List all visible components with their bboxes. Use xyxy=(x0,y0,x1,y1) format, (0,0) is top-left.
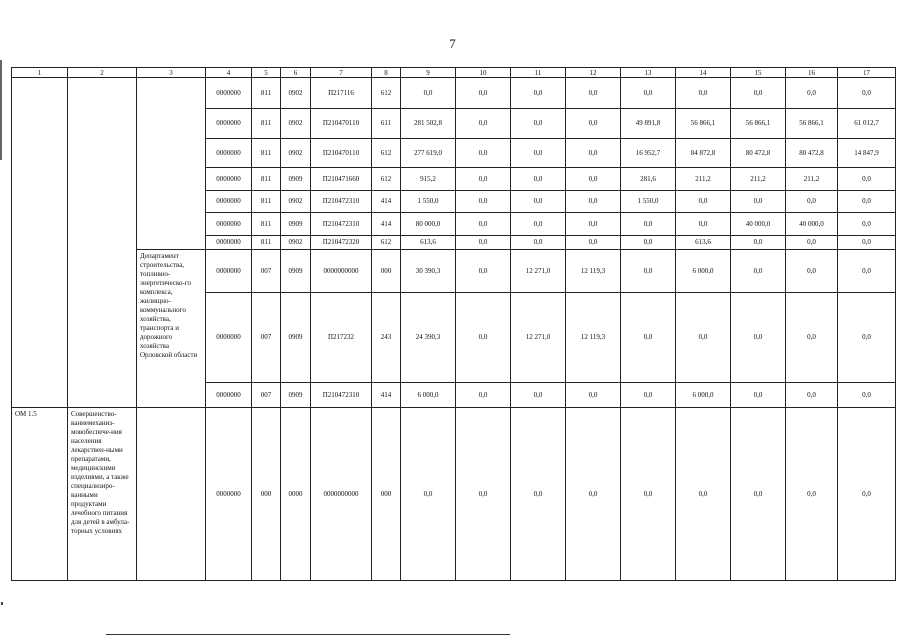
table-cell-col12: 0,0 xyxy=(566,138,621,168)
table-cell-col11: 0,0 xyxy=(511,408,566,581)
table-cell-col10: 0,0 xyxy=(456,78,511,109)
table-cell-col7: 0000000000 xyxy=(311,249,372,292)
table-cell-col8: 611 xyxy=(372,108,401,138)
table-cell-col13: 0,0 xyxy=(621,235,676,249)
table-cell-col14: 56 866,1 xyxy=(676,108,731,138)
column-header-5: 5 xyxy=(252,68,281,78)
table-cell-col6: 0909 xyxy=(281,382,311,408)
column-header-2: 2 xyxy=(68,68,137,78)
column-header-6: 6 xyxy=(281,68,311,78)
table-row xyxy=(12,249,896,292)
table-cell-col9: 80 000,0 xyxy=(401,213,456,235)
table-cell-col15: 0,0 xyxy=(731,249,786,292)
table-cell-col6: 0909 xyxy=(281,168,311,190)
table-cell-col6: 0902 xyxy=(281,235,311,249)
table-cell-col14: 0,0 xyxy=(676,408,731,581)
table-cell-col11: 12 271,0 xyxy=(511,292,566,382)
table-cell-col13: 0,0 xyxy=(621,292,676,382)
table-cell-col8: 243 xyxy=(372,292,401,382)
table-cell-col5: 811 xyxy=(252,78,281,109)
table-cell-col5: 811 xyxy=(252,190,281,212)
table-cell-col5: 811 xyxy=(252,235,281,249)
table-cell-col12: 12 119,3 xyxy=(566,249,621,292)
table-cell-col5: 007 xyxy=(252,382,281,408)
table-cell-col17: 0,0 xyxy=(838,292,896,382)
table-cell-col5: 811 xyxy=(252,108,281,138)
table-cell-col16: 0,0 xyxy=(786,249,838,292)
table-cell-col17: 0,0 xyxy=(838,190,896,212)
table-cell-col17: 0,0 xyxy=(838,213,896,235)
blank-cell-col3 xyxy=(137,408,206,581)
table-cell-col12: 0,0 xyxy=(566,190,621,212)
column-header-9: 9 xyxy=(401,68,456,78)
table-cell-col6: 0902 xyxy=(281,78,311,109)
table-cell-col5: 000 xyxy=(252,408,281,581)
measure-description: Совершенство-ваниемеханиз-мовобеспече-ния населения лекарствен-ными препаратами, медицинскими изделиями, а также специализиро-ванными продуктами лечебного питания для детей в амбула-торных условиях xyxy=(68,408,137,581)
column-header-14: 14 xyxy=(676,68,731,78)
table-cell-col11: 0,0 xyxy=(511,108,566,138)
table-cell-col16: 211,2 xyxy=(786,168,838,190)
table-cell-col10: 0,0 xyxy=(456,235,511,249)
table-cell-col13: 0,0 xyxy=(621,408,676,581)
table-cell-col17: 0,0 xyxy=(838,78,896,109)
table-cell-col16: 0,0 xyxy=(786,382,838,408)
scan-edge xyxy=(0,60,2,160)
table-cell-col17: 0,0 xyxy=(838,235,896,249)
table-cell-col4: 0000000 xyxy=(206,168,252,190)
column-header-1: 1 xyxy=(12,68,68,78)
table-cell-col9: 30 390,3 xyxy=(401,249,456,292)
table-cell-col15: 80 472,8 xyxy=(731,138,786,168)
table-cell-col13: 0,0 xyxy=(621,78,676,109)
table-cell-col5: 811 xyxy=(252,138,281,168)
table-cell-col14: 84 872,8 xyxy=(676,138,731,168)
table-cell-col15: 0,0 xyxy=(731,408,786,581)
table-cell-col13: 0,0 xyxy=(621,213,676,235)
table-cell-col11: 0,0 xyxy=(511,235,566,249)
table-cell-col11: 0,0 xyxy=(511,382,566,408)
table-cell-col6: 0909 xyxy=(281,249,311,292)
table-cell-col5: 007 xyxy=(252,249,281,292)
table-cell-col8: 414 xyxy=(372,213,401,235)
table-cell-col15: 56 866,1 xyxy=(731,108,786,138)
table-cell-col14: 0,0 xyxy=(676,292,731,382)
table-cell-col14: 0,0 xyxy=(676,213,731,235)
table-cell-col10: 0,0 xyxy=(456,408,511,581)
table-cell-col7: 0000000000 xyxy=(311,408,372,581)
table-cell-col16: 0,0 xyxy=(786,292,838,382)
table-cell-col4: 0000000 xyxy=(206,108,252,138)
table-row-om xyxy=(12,408,896,581)
table-cell-col8: 414 xyxy=(372,190,401,212)
table-cell-col8: 612 xyxy=(372,235,401,249)
table-cell-col10: 0,0 xyxy=(456,382,511,408)
table-cell-col7: П210470110 xyxy=(311,108,372,138)
table-cell-col9: 1 550,0 xyxy=(401,190,456,212)
column-header-13: 13 xyxy=(621,68,676,78)
table-cell-col5: 811 xyxy=(252,168,281,190)
column-header-4: 4 xyxy=(206,68,252,78)
table-cell-col14: 6 000,0 xyxy=(676,382,731,408)
table-cell-col7: П210472310 xyxy=(311,213,372,235)
table-cell-col14: 0,0 xyxy=(676,190,731,212)
table-cell-col4: 0000000 xyxy=(206,138,252,168)
table-cell-col10: 0,0 xyxy=(456,168,511,190)
table-cell-col8: 612 xyxy=(372,138,401,168)
table-cell-col9: 0,0 xyxy=(401,78,456,109)
column-header-17: 17 xyxy=(838,68,896,78)
table-cell-col6: 0000 xyxy=(281,408,311,581)
blank-cell-col2 xyxy=(68,78,137,408)
table-cell-col15: 0,0 xyxy=(731,382,786,408)
table-cell-col16: 40 000,0 xyxy=(786,213,838,235)
table-cell-col13: 0,0 xyxy=(621,382,676,408)
table-cell-col15: 211,2 xyxy=(731,168,786,190)
budget-table xyxy=(11,67,896,581)
table-cell-col16: 0,0 xyxy=(786,190,838,212)
table-cell-col9: 613,6 xyxy=(401,235,456,249)
table-cell-col15: 0,0 xyxy=(731,292,786,382)
table-cell-col17: 0,0 xyxy=(838,249,896,292)
table-cell-col16: 0,0 xyxy=(786,408,838,581)
table-cell-col9: 0,0 xyxy=(401,408,456,581)
column-header-3: 3 xyxy=(137,68,206,78)
table-cell-col16: 0,0 xyxy=(786,78,838,109)
table-cell-col12: 0,0 xyxy=(566,408,621,581)
table-cell-col16: 0,0 xyxy=(786,235,838,249)
table-cell-col15: 0,0 xyxy=(731,190,786,212)
column-header-7: 7 xyxy=(311,68,372,78)
table-cell-col7: П217232 xyxy=(311,292,372,382)
table-cell-col9: 6 000,0 xyxy=(401,382,456,408)
table-cell-col13: 1 550,0 xyxy=(621,190,676,212)
table-cell-col7: П210471660 xyxy=(311,168,372,190)
column-header-16: 16 xyxy=(786,68,838,78)
table-cell-col8: 000 xyxy=(372,249,401,292)
table-cell-col14: 613,6 xyxy=(676,235,731,249)
table-cell-col17: 61 012,7 xyxy=(838,108,896,138)
table-cell-col4: 0000000 xyxy=(206,408,252,581)
table-cell-col6: 0902 xyxy=(281,138,311,168)
table-cell-col14: 6 000,0 xyxy=(676,249,731,292)
table-cell-col5: 811 xyxy=(252,213,281,235)
table-cell-col6: 0909 xyxy=(281,292,311,382)
table-cell-col8: 000 xyxy=(372,408,401,581)
table-cell-col11: 0,0 xyxy=(511,190,566,212)
table-cell-col12: 0,0 xyxy=(566,78,621,109)
table-cell-col12: 0,0 xyxy=(566,168,621,190)
table-cell-col16: 80 472,8 xyxy=(786,138,838,168)
table-cell-col15: 0,0 xyxy=(731,78,786,109)
table-cell-col12: 0,0 xyxy=(566,108,621,138)
table-cell-col4: 0000000 xyxy=(206,235,252,249)
department-name: Департамент строительства, топливно-энергетическо-го комплекса, жилищно-коммунального хозяйства, транспорта и дорожного хозяйства Орловской области xyxy=(137,249,206,407)
table-cell-col5: 007 xyxy=(252,292,281,382)
table-cell-col17: 14 847,9 xyxy=(838,138,896,168)
table-cell-col4: 0000000 xyxy=(206,190,252,212)
table-cell-col8: 414 xyxy=(372,382,401,408)
table-cell-col15: 40 000,0 xyxy=(731,213,786,235)
table-cell-col11: 12 271,0 xyxy=(511,249,566,292)
table-cell-col12: 0,0 xyxy=(566,235,621,249)
table-cell-col6: 0902 xyxy=(281,108,311,138)
column-header-10: 10 xyxy=(456,68,511,78)
table-cell-col4: 0000000 xyxy=(206,78,252,109)
footer-rule xyxy=(106,634,510,635)
table-cell-col9: 24 390,3 xyxy=(401,292,456,382)
table-cell-col13: 16 952,7 xyxy=(621,138,676,168)
table-cell-col7: П210472310 xyxy=(311,382,372,408)
column-header-11: 11 xyxy=(511,68,566,78)
table-cell-col7: П217116 xyxy=(311,78,372,109)
table-cell-col8: 612 xyxy=(372,78,401,109)
table-cell-col10: 0,0 xyxy=(456,249,511,292)
column-header-15: 15 xyxy=(731,68,786,78)
table-cell-col12: 12 119,3 xyxy=(566,292,621,382)
table-cell-col7: П210472320 xyxy=(311,235,372,249)
table-cell-col8: 612 xyxy=(372,168,401,190)
table-cell-col11: 0,0 xyxy=(511,78,566,109)
table-header-row xyxy=(12,68,896,78)
table-cell-col13: 49 891,8 xyxy=(621,108,676,138)
table-cell-col6: 0902 xyxy=(281,190,311,212)
table-cell-col17: 0,0 xyxy=(838,408,896,581)
table-cell-col9: 277 619,0 xyxy=(401,138,456,168)
table-cell-col12: 0,0 xyxy=(566,382,621,408)
table-cell-col17: 0,0 xyxy=(838,168,896,190)
blank-cell-col3 xyxy=(137,78,206,250)
table-cell-col4: 0000000 xyxy=(206,249,252,292)
table-cell-col12: 0,0 xyxy=(566,213,621,235)
table-cell-col11: 0,0 xyxy=(511,138,566,168)
table-cell-col6: 0909 xyxy=(281,213,311,235)
column-header-8: 8 xyxy=(372,68,401,78)
table-cell-col4: 0000000 xyxy=(206,292,252,382)
table-cell-col10: 0,0 xyxy=(456,213,511,235)
table-row xyxy=(12,78,896,109)
table-cell-col14: 211,2 xyxy=(676,168,731,190)
table-cell-col4: 0000000 xyxy=(206,213,252,235)
table-cell-col11: 0,0 xyxy=(511,168,566,190)
table-cell-col4: 0000000 xyxy=(206,382,252,408)
table-cell-col15: 0,0 xyxy=(731,235,786,249)
measure-code: ОМ 1.5 xyxy=(12,408,68,581)
table-cell-col16: 56 866,1 xyxy=(786,108,838,138)
table-cell-col13: 281,6 xyxy=(621,168,676,190)
blank-cell-col1 xyxy=(12,78,68,408)
table-cell-col9: 281 502,8 xyxy=(401,108,456,138)
table-cell-col10: 0,0 xyxy=(456,190,511,212)
table-cell-col14: 0,0 xyxy=(676,78,731,109)
table-cell-col11: 0,0 xyxy=(511,213,566,235)
table-cell-col10: 0,0 xyxy=(456,292,511,382)
table-cell-col10: 0,0 xyxy=(456,108,511,138)
table-cell-col7: П210472310 xyxy=(311,190,372,212)
page-number: 7 xyxy=(449,36,456,51)
table-cell-col10: 0,0 xyxy=(456,138,511,168)
table-cell-col13: 0,0 xyxy=(621,249,676,292)
scan-mark xyxy=(1,602,3,605)
column-header-12: 12 xyxy=(566,68,621,78)
table-cell-col17: 0,0 xyxy=(838,382,896,408)
table-cell-col9: 915,2 xyxy=(401,168,456,190)
table-cell-col7: П210470110 xyxy=(311,138,372,168)
